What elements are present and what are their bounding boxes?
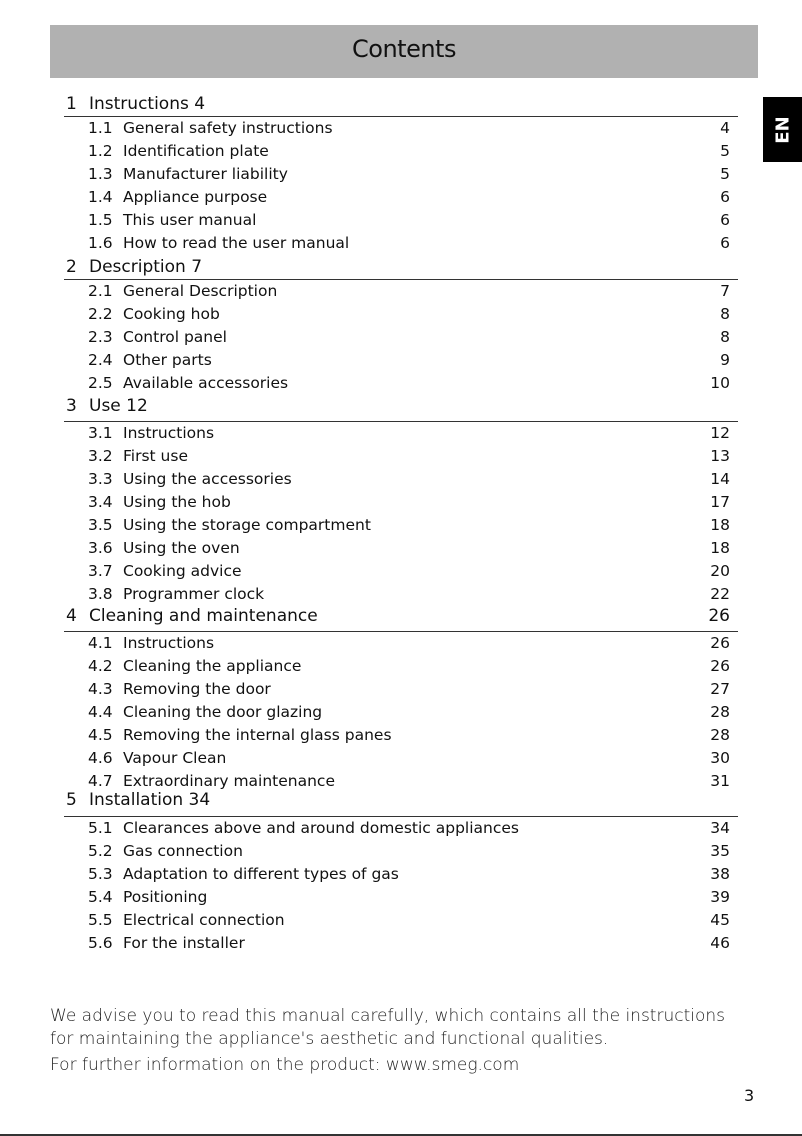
toc-entry[interactable] bbox=[66, 491, 738, 514]
entry-number: 1.1 bbox=[88, 119, 113, 137]
entry-title: Programmer clock bbox=[123, 585, 265, 603]
entry-page: 9 bbox=[720, 351, 730, 369]
entry-page: 46 bbox=[710, 934, 730, 952]
entry-number: 2.5 bbox=[88, 374, 113, 392]
toc-entry[interactable] bbox=[66, 583, 738, 606]
entry-page: 45 bbox=[710, 911, 730, 929]
entry-title: Cleaning the door glazing bbox=[123, 703, 323, 721]
toc-entry[interactable] bbox=[66, 863, 738, 886]
section-number: 3 bbox=[66, 396, 77, 416]
entry-number: 3.8 bbox=[88, 585, 113, 603]
entry-number: 5.5 bbox=[88, 911, 113, 929]
entry-page: 18 bbox=[710, 539, 730, 557]
toc-entry[interactable] bbox=[66, 840, 738, 863]
toc-section-3 bbox=[66, 396, 738, 606]
entry-title: Other parts bbox=[123, 351, 212, 369]
entry-page: 6 bbox=[720, 211, 730, 229]
toc-entry[interactable] bbox=[66, 117, 738, 140]
toc-entry[interactable] bbox=[66, 701, 738, 724]
entry-page: 39 bbox=[710, 888, 730, 906]
entry-title: Removing the internal glass panes bbox=[123, 726, 392, 744]
toc-section-heading[interactable] bbox=[66, 396, 738, 421]
entry-title: Removing the door bbox=[123, 680, 271, 698]
entry-title: Cooking advice bbox=[123, 562, 242, 580]
entry-number: 1.6 bbox=[88, 234, 113, 252]
entry-title: General safety instructions bbox=[123, 119, 333, 137]
language-label: EN bbox=[772, 115, 793, 144]
entry-title: First use bbox=[123, 447, 188, 465]
entry-page: 12 bbox=[710, 424, 730, 442]
toc-section-heading[interactable] bbox=[66, 94, 738, 116]
entry-page: 27 bbox=[710, 680, 730, 698]
entry-title: Clearances above and around domestic appliances bbox=[123, 819, 519, 837]
toc-section-5 bbox=[66, 790, 738, 955]
entry-page: 35 bbox=[710, 842, 730, 860]
toc-section-heading[interactable] bbox=[66, 606, 738, 631]
entry-title: How to read the user manual bbox=[123, 234, 350, 252]
entry-title: Using the hob bbox=[123, 493, 231, 511]
entry-title: Adaptation to different types of gas bbox=[123, 865, 399, 883]
entry-number: 2.4 bbox=[88, 351, 113, 369]
toc-entry[interactable] bbox=[66, 632, 738, 655]
entry-page: 18 bbox=[710, 516, 730, 534]
toc-section-2 bbox=[66, 257, 738, 395]
toc-entry[interactable] bbox=[66, 932, 738, 955]
entry-number: 4.6 bbox=[88, 749, 113, 767]
entry-title: Vapour Clean bbox=[123, 749, 227, 767]
entry-page: 30 bbox=[710, 749, 730, 767]
page-number: 3 bbox=[744, 1086, 755, 1105]
product-info-paragraph: For further information on the product: www.smeg.com bbox=[50, 1055, 520, 1075]
entry-title: Cooking hob bbox=[123, 305, 220, 323]
entry-number: 4.1 bbox=[88, 634, 113, 652]
section-number: 4 bbox=[66, 606, 77, 626]
entry-page: 13 bbox=[710, 447, 730, 465]
entry-title: Using the accessories bbox=[123, 470, 292, 488]
entry-title: Instructions bbox=[123, 634, 215, 652]
section-number: 2 bbox=[66, 257, 77, 277]
entry-number: 1.4 bbox=[88, 188, 113, 206]
entry-title: Available accessories bbox=[123, 374, 289, 392]
toc-entry[interactable] bbox=[66, 186, 738, 209]
entry-number: 4.5 bbox=[88, 726, 113, 744]
toc-entry[interactable] bbox=[66, 886, 738, 909]
toc-entry[interactable] bbox=[66, 232, 738, 255]
entry-page: 7 bbox=[720, 282, 730, 300]
section-title: Use 12 bbox=[89, 396, 148, 416]
entry-page: 8 bbox=[720, 328, 730, 346]
entry-page: 5 bbox=[720, 165, 730, 183]
entry-title: For the installer bbox=[123, 934, 245, 952]
toc-entry[interactable] bbox=[66, 537, 738, 560]
section-title: Instructions 4 bbox=[89, 94, 206, 114]
toc-section-heading[interactable] bbox=[66, 790, 738, 816]
entry-title: Appliance purpose bbox=[123, 188, 268, 206]
entry-number: 1.5 bbox=[88, 211, 113, 229]
entry-number: 3.4 bbox=[88, 493, 113, 511]
toc-entry[interactable] bbox=[66, 909, 738, 932]
footer-notes bbox=[50, 1005, 750, 1077]
toc-section-1 bbox=[66, 94, 738, 255]
entry-page: 34 bbox=[710, 819, 730, 837]
entry-number: 1.2 bbox=[88, 142, 113, 160]
entry-title: Manufacturer liability bbox=[123, 165, 288, 183]
toc-section-heading[interactable] bbox=[66, 257, 738, 279]
entry-page: 8 bbox=[720, 305, 730, 323]
entry-page: 4 bbox=[720, 119, 730, 137]
entry-page: 26 bbox=[710, 657, 730, 675]
entry-number: 3.6 bbox=[88, 539, 113, 557]
section-number: 5 bbox=[66, 790, 77, 810]
toc-entry[interactable] bbox=[66, 372, 738, 395]
entry-page: 10 bbox=[710, 374, 730, 392]
toc-entry[interactable] bbox=[66, 209, 738, 232]
page-title: Contents bbox=[352, 35, 456, 63]
section-page: 26 bbox=[708, 606, 730, 626]
entry-page: 38 bbox=[710, 865, 730, 883]
toc-entry[interactable] bbox=[66, 280, 738, 303]
toc-entry[interactable] bbox=[66, 303, 738, 326]
toc-entry[interactable] bbox=[66, 560, 738, 583]
toc-entry[interactable] bbox=[66, 422, 738, 445]
entry-title: Instructions bbox=[123, 424, 215, 442]
toc-entry[interactable] bbox=[66, 514, 738, 537]
entry-number: 2.1 bbox=[88, 282, 113, 300]
entry-number: 4.2 bbox=[88, 657, 113, 675]
advice-paragraph: We advise you to read this manual carefully, which contains all the instructions for maintaining the appliance's aesthetic and functional qualities. bbox=[50, 1006, 726, 1049]
entry-title: Electrical connection bbox=[123, 911, 285, 929]
toc-entry[interactable] bbox=[66, 163, 738, 186]
entry-page: 31 bbox=[710, 772, 730, 790]
entry-title: Cleaning the appliance bbox=[123, 657, 302, 675]
entry-number: 5.3 bbox=[88, 865, 113, 883]
language-tab bbox=[763, 97, 802, 162]
entry-title: General Description bbox=[123, 282, 278, 300]
entry-title: Control panel bbox=[123, 328, 227, 346]
entry-page: 5 bbox=[720, 142, 730, 160]
entry-page: 20 bbox=[710, 562, 730, 580]
entry-title: Using the oven bbox=[123, 539, 240, 557]
entry-number: 3.7 bbox=[88, 562, 113, 580]
toc-entry[interactable] bbox=[66, 747, 738, 770]
entry-number: 5.1 bbox=[88, 819, 113, 837]
entry-page: 14 bbox=[710, 470, 730, 488]
entry-number: 4.3 bbox=[88, 680, 113, 698]
section-number: 1 bbox=[66, 94, 77, 114]
entry-title: Using the storage compartment bbox=[123, 516, 371, 534]
section-title: Cleaning and maintenance bbox=[89, 606, 318, 626]
toc-entry[interactable] bbox=[66, 817, 738, 840]
entry-title: Identification plate bbox=[123, 142, 269, 160]
entry-page: 17 bbox=[710, 493, 730, 511]
entry-page: 6 bbox=[720, 188, 730, 206]
toc-entry[interactable] bbox=[66, 468, 738, 491]
toc-entry[interactable] bbox=[66, 724, 738, 747]
contents-header bbox=[50, 25, 758, 78]
toc-entry[interactable] bbox=[66, 326, 738, 349]
entry-page: 22 bbox=[710, 585, 730, 603]
entry-number: 3.2 bbox=[88, 447, 113, 465]
entry-number: 4.7 bbox=[88, 772, 113, 790]
entry-number: 2.2 bbox=[88, 305, 113, 323]
toc-entry[interactable] bbox=[66, 349, 738, 372]
entry-number: 3.5 bbox=[88, 516, 113, 534]
toc-entry[interactable] bbox=[66, 445, 738, 468]
toc-section-4 bbox=[66, 606, 738, 793]
entry-page: 6 bbox=[720, 234, 730, 252]
entry-number: 5.6 bbox=[88, 934, 113, 952]
toc-entry[interactable] bbox=[66, 655, 738, 678]
entry-number: 2.3 bbox=[88, 328, 113, 346]
entry-number: 5.2 bbox=[88, 842, 113, 860]
section-title: Installation 34 bbox=[89, 790, 211, 810]
entry-title: This user manual bbox=[123, 211, 257, 229]
entry-title: Gas connection bbox=[123, 842, 243, 860]
section-title: Description 7 bbox=[89, 257, 203, 277]
entry-title: Extraordinary maintenance bbox=[123, 772, 335, 790]
toc-entry[interactable] bbox=[66, 140, 738, 163]
toc-entry[interactable] bbox=[66, 678, 738, 701]
entry-number: 5.4 bbox=[88, 888, 113, 906]
entry-title: Positioning bbox=[123, 888, 208, 906]
entry-page: 28 bbox=[710, 726, 730, 744]
entry-page: 28 bbox=[710, 703, 730, 721]
entry-number: 3.3 bbox=[88, 470, 113, 488]
entry-number: 3.1 bbox=[88, 424, 113, 442]
entry-number: 1.3 bbox=[88, 165, 113, 183]
entry-number: 4.4 bbox=[88, 703, 113, 721]
entry-page: 26 bbox=[710, 634, 730, 652]
